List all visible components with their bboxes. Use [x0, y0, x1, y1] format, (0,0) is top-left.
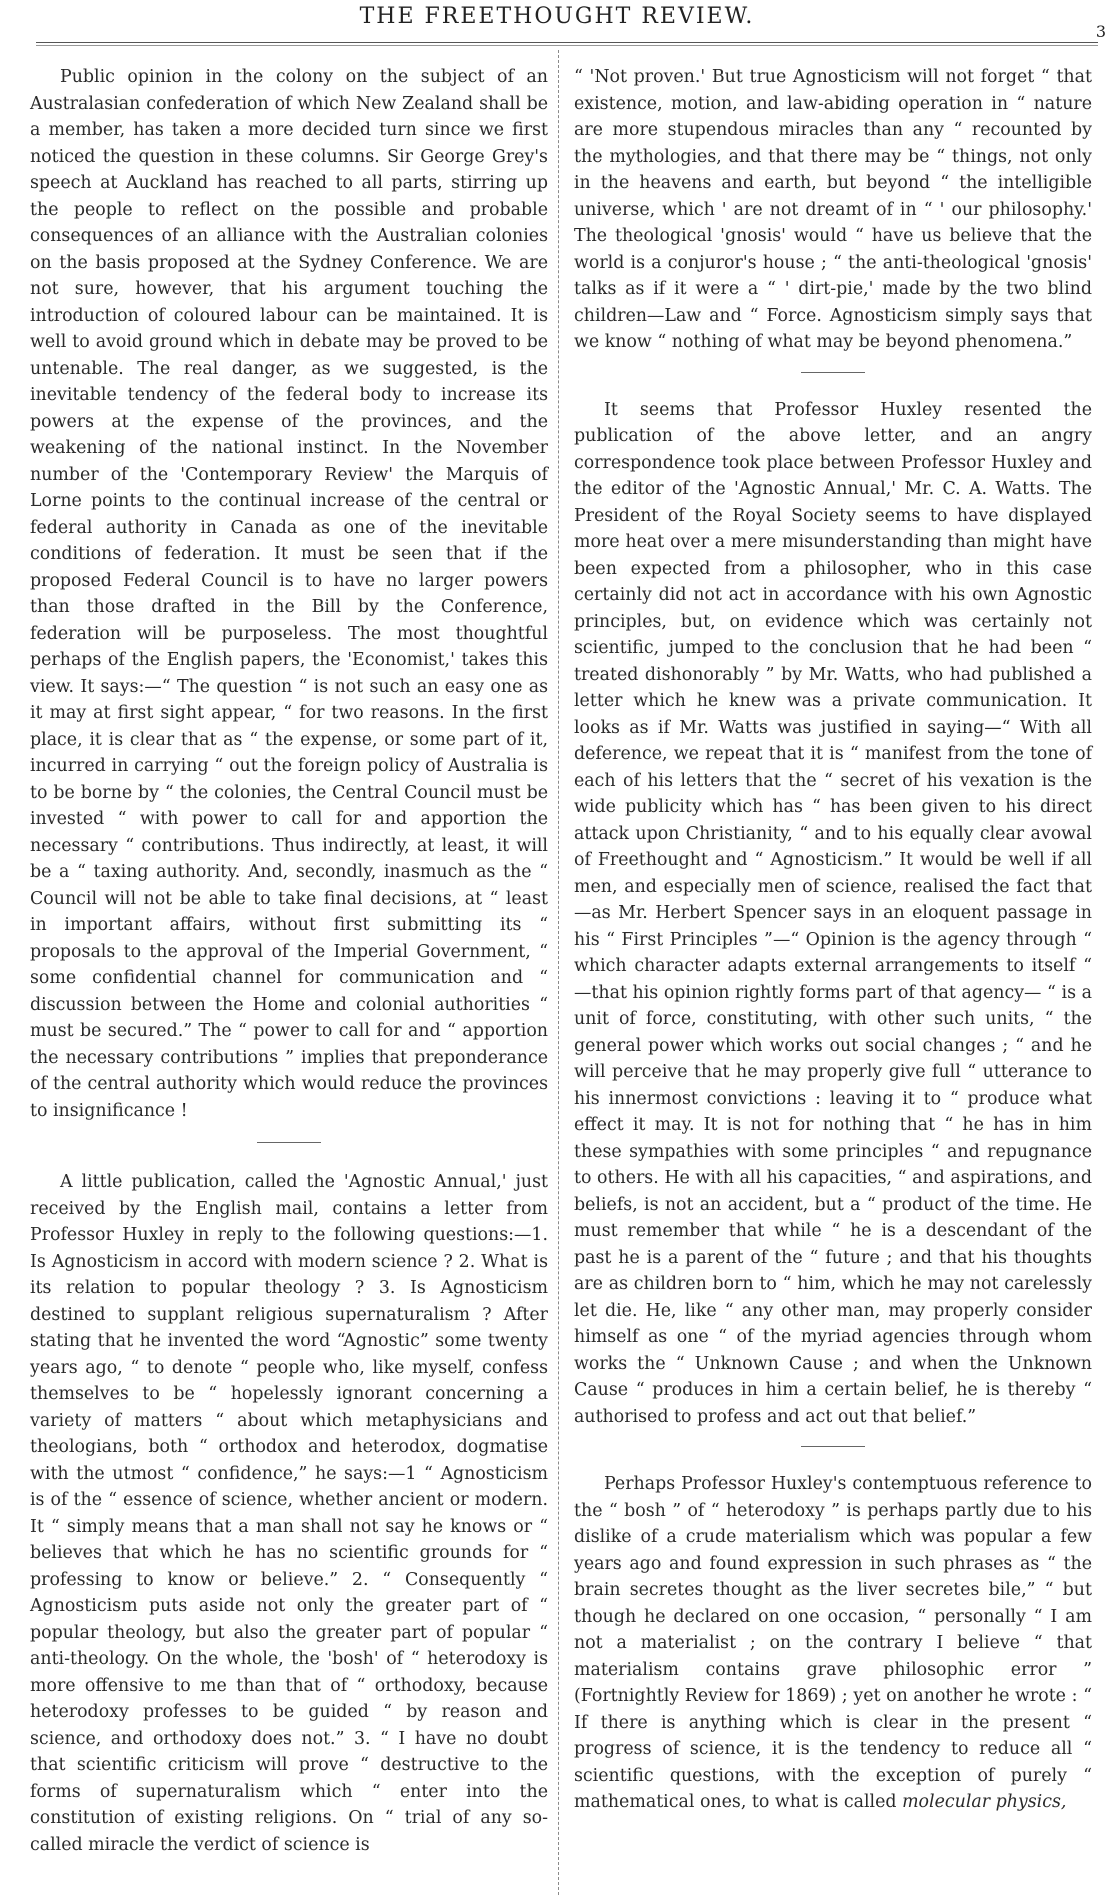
article-federation-paragraph: Public opinion in the colony on the subject of an Australasian confederation of which New Zealand shall be a member, has taken a more decided turn since we first noticed the question in these columns. Sir George Grey's speech at Auckland has reached to all parts, stirring up the people to reflect on the possible and probable consequences of an alliance with the Australian colonies on the basis proposed at the Sydney Conference. We are not sure, however, that his argument touching the introduction of coloured labour can be maintained. It is well to avoid ground which in debate may be proved to be untenable. The real danger, as we suggested, is the inevitable tendency of the federal body to increase its powers at the expense of the provinces, and the weakening of the national instinct. In the November number of the 'Contemporary Review' the Marquis of Lorne points to the continual increase of the central or federal authority in Canada as one of the inevitable conditions of federation. It must be seen that if the proposed Federal Council is to have no larger powers than those drafted in the Bill by the Conference, federation will be purposeless. The most thoughtful perhaps of the English papers, the 'Economist,' takes this view. It says:—“ The question “ is not such an easy one as it may at first sight appear, “ for two reasons. In the first place, it is clear that as “ the expense, or some part of it, incurred in carrying “ out the foreign policy of Australia is to be borne by “ the colonies, the Central Council must be invested “ with power to call for and apportion the necessary “ contributions. Thus indirectly, at least, it will be a “ taxing authority. And, secondly, inasmuch as the “ Council will not be able to take final decisions, at “ least in important affairs, without first submitting its “ proposals to the approval of the Imperial Government, “ some confidential channel for communication and “ discussion between the Home and colonial authorities “ must be secured.” The “ power to call for and “ apportion the necessary contributions ” implies that preponderance of the central authority which would reduce the provinces to insignificance ! — [30, 67, 548, 1121]
page-number: 3 — [1095, 22, 1106, 41]
article-huxley-watts-paragraph: It seems that Professor Huxley resented the publication of the above letter, and an angry correspondence took place between Professor Huxley and the editor of the 'Agnostic Annual,' Mr. C. A. Watts. The President of the Royal Society seems to have displayed more heat over a mere misunderstanding than might have been expected from a philosopher, who in this case certainly did not act in accordance with his own Agnostic principles, but, on evidence which was certainly not scientific, jumped to the conclusion that he had been “ treated dishonorably ” by Mr. Watts, who had published a letter which he knew was a private communication. It looks as if Mr. Watts was justified in saying—“ With all deference, we repeat that it is “ manifest from the tone of each of his letters that the “ secret of his vexation is the wide publicity which has “ has been given to his direct attack upon Christianity, “ and to his equally clear avowal of Freethought and “ Agnosticism.” It would be well if all men, and especially men of science, realised the fact that—as Mr. Herbert Spencer says in an eloquent passage in his “ First Principles ”—“ Opinion is the agency through “ which character adapts external arrangements to itself “ —that his opinion rightly forms part of that agency— “ is a unit of force, constituting, with other such units, “ the general power which works out social changes ; “ and he will perceive that he may properly give full “ utterance to his innermost convictions : leaving it to “ produce what effect it may. It is not for nothing that “ he has in him these sympathies with some principles “ and repugnance to others. He with all his capacities, “ and aspirations, and beliefs, is not an accident, but a “ product of the time. He must remember that while “ he is a descendant of the past he is a parent of the “ future ; and that his thoughts are as children born to “ him, which he may not carelessly let die. He, like “ any other man, may properly consider himself as one “ of the myriad agencies through whom works the “ Unknown Cause ; and when the Unknown Cause “ produces in him a certain belief, he is thereby “ authorised to profess and act out that belief.” — [574, 399, 1092, 1427]
left-column — [30, 64, 548, 1858]
right-column — [574, 64, 1092, 1816]
masthead-title: THE FREETHOUGHT REVIEW. — [359, 4, 755, 29]
header-rule — [36, 42, 1098, 43]
article-materialism-paragraph — [574, 1471, 1092, 1816]
column-separator — [558, 50, 559, 1895]
materialism-text: Perhaps Professor Huxley's contemptuous reference to the “ bosh ” of “ heterodoxy ” is perhaps partly due to his dislike of a crude materialism which was popular a few years ago and found expression in such phrases as “ the brain secretes thought as the liver secretes bile,” “ but though he declared on one occasion, “ personally “ I am not a materialist ; on the contrary I believe “ that materialism contains grave philosophic error ” (Fortnightly Review for 1869) ; yet on another he wrote : “ If there is anything which is clear in the present “ progress of science, it is the tendency to reduce all “ scientific questions, with the exception of purely “ mathematical ones, to what is called — [574, 1474, 1092, 1812]
italic-phrase: molecular physics, — [902, 1792, 1067, 1812]
page-header — [0, 0, 1114, 40]
article-agnostic-annual-paragraph: A little publication, called the 'Agnostic Annual,' just received by the English mail, contains a letter from Professor Huxley in reply to the following questions:—1. Is Agnosticism in accord with modern science ? 2. What is its relation to popular theology ? 3. Is Agnosticism destined to supplant religious supernaturalism ? After stating that he invented the word “Agnostic” some twenty years ago, “ to denote “ people who, like myself, confess themselves to be “ hopelessly ignorant concerning a variety of matters “ about which metaphysicians and theologians, both “ orthodox and heterodox, dogmatise with the utmost “ confidence,” he says:—1 “ Agnosticism is of the “ essence of science, whether ancient or modern. It “ simply means that a man shall not say he knows or “ believes that which he has no scientific grounds for “ professing to know or believe.” 2. “ Consequently “ Agnosticism puts aside not only the greater part of “ popular theology, but also the greater part of popular “ anti-theology. On the whole, the 'bosh' of “ heterodoxy is more offensive to me than that of “ orthodoxy, because heterodoxy professes to be guided “ by reason and science, and orthodoxy does not.” 3. “ I have no doubt that scientific criticism will prove “ destructive to the forms of supernaturalism which “ enter into the constitution of existing religions. On “ trial of any so-called miracle the verdict of science is — [30, 1172, 548, 1855]
huxley-quote-continuation: “ 'Not proven.' But true Agnosticism will not forget “ that existence, motion, and law-abiding operation in “ nature are more stupendous miracles than any “ recounted by the mythologies, and that there may be “ things, not only in the heavens and earth, but beyond “ the intelligible universe, which ' are not dreamt of in “ ' our philosophy.' The theological 'gnosis' would “ have us believe that the world is a conjuror's house ; “ the anti-theological 'gnosis' talks as if it were a “ ' dirt-pie,' made by the two blind children—Law and “ Force. Agnosticism simply says that we know “ nothing of what may be beyond phenomena.” — [574, 67, 1092, 352]
header-rule-thin — [36, 45, 1098, 46]
